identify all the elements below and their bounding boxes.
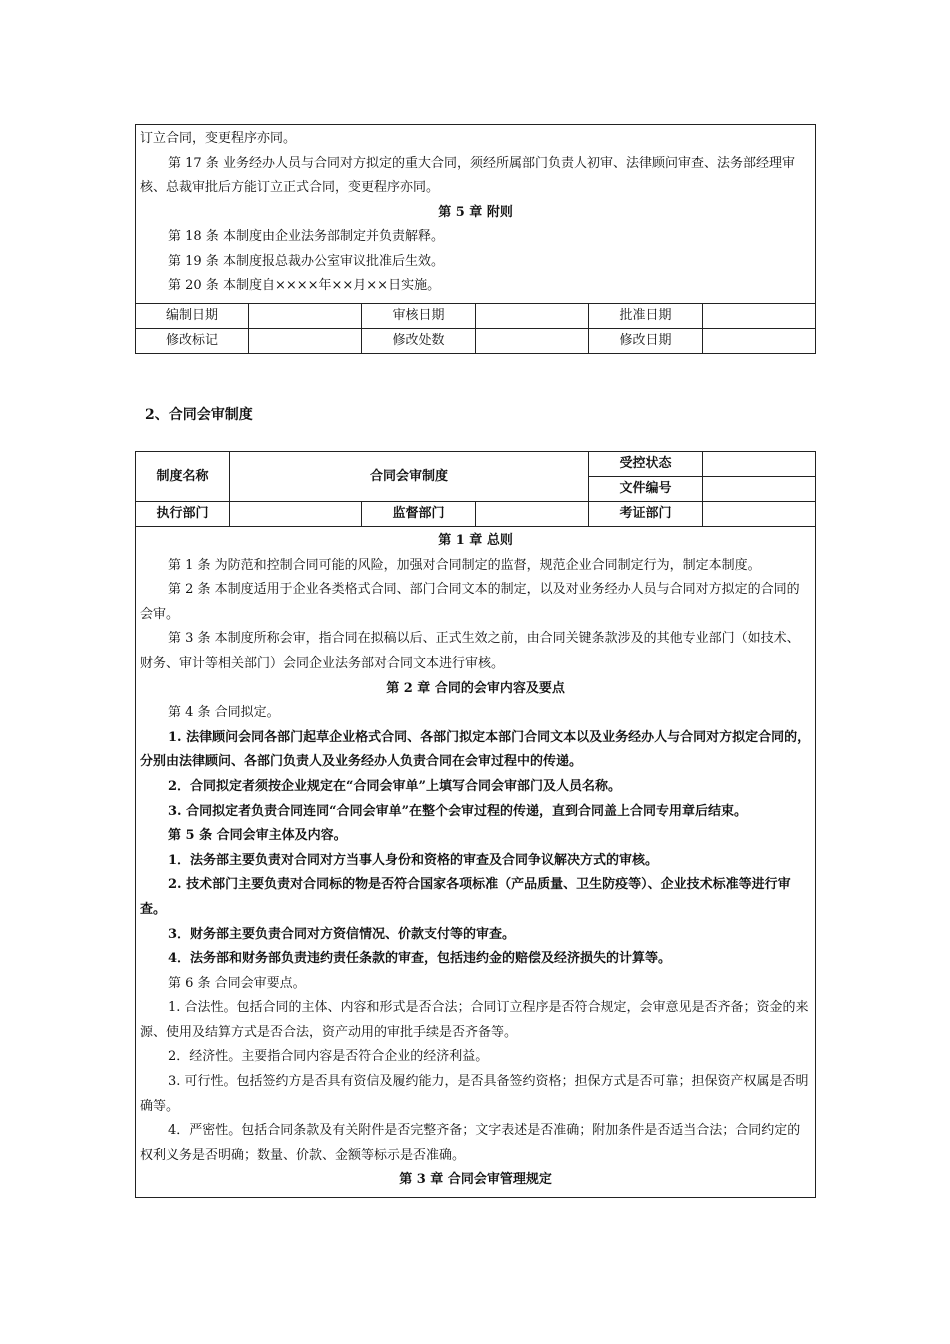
article-6-item-3: 3. 可行性。包括签约方是否具有资信及履约能力，是否具备签约资格；担保方式是否可靠；担保资产权属是否明确等。 [140, 1074, 809, 1114]
verify-dept-label: 考证部门 [589, 502, 703, 527]
revision-count-value [476, 328, 589, 353]
supervise-dept-label: 监督部门 [362, 502, 476, 527]
chapter-heading: 第 5 章 附则 [438, 204, 513, 220]
revision-mark-value [249, 328, 362, 353]
article-5-item-2: 2. 技术部门主要负责对合同标的物是否符合国家各项标准（产品质量、卫生防疫等）、企业技术标准等进行审查。 [140, 877, 791, 917]
article-4-item-2: 2．合同拟定者须按企业规定在“合同会审单”上填写合同会审部门及人员名称。 [168, 778, 622, 794]
article-19: 第 19 条 本制度报总裁办公室审议批准后生效。 [168, 253, 444, 269]
article-6-item-2: 2．经济性。主要指合同内容是否符合企业的经济利益。 [168, 1049, 489, 1065]
top-content-cell [136, 125, 816, 304]
article-5: 第 5 条 合同会审主体及内容。 [168, 828, 347, 844]
revision-row [136, 328, 816, 353]
section-title: 2、合同会审制度 [145, 407, 253, 423]
exec-dept-value [230, 502, 362, 527]
review-date-value [476, 303, 589, 328]
article-4-item-3: 3. 合同拟定者负责合同连同“合同会审单”在整个会审过程的传递，直到合同盖上合同专用章后结束。 [168, 803, 748, 819]
article-18: 第 18 条 本制度由企业法务部制定并负责解释。 [168, 229, 444, 244]
article-4-item-1: 1. 法律顾问会同各部门起草企业格式合同、各部门拟定本部门合同文本以及业务经办人与合同对方拟定合同的，分别由法律顾问、各部门负责人及业务经办人负责合同在会审过程中的传递。 [140, 729, 811, 770]
compile-date-value [249, 303, 362, 328]
revision-count-label: 修改处数 [362, 328, 476, 353]
doc-number-value [703, 477, 816, 502]
article-1: 第 1 条 为防范和控制合同可能的风险，加强对合同制定的监督，规范企业合同制定行为，制定本制度。 [168, 557, 761, 573]
date-row [136, 303, 816, 328]
policy-name-value: 合同会审制度 [230, 452, 589, 502]
chapter-2-heading: 第 2 章 合同的会审内容及要点 [386, 680, 565, 696]
revision-date-label: 修改日期 [589, 328, 703, 353]
revision-mark-label: 修改标记 [136, 328, 249, 353]
verify-dept-value [703, 502, 816, 527]
policy-name-label: 制度名称 [136, 452, 230, 502]
compile-date-label: 编制日期 [136, 303, 249, 328]
article-3: 第 3 条 本制度所称会审，指合同在拟稿以后、正式生效之前，由合同关键条款涉及的其他专业部门（如技术、财务、审计等相关部门）会同企业法务部对合同文本进行审核。 [140, 631, 800, 671]
paragraph: 订立合同，变更程序亦同。 [140, 131, 297, 146]
review-date-label: 审核日期 [362, 303, 476, 328]
article-5-item-1: 1．法务部主要负责对合同对方当事人身份和资格的审查及合同争议解决方式的审核。 [168, 852, 659, 868]
chapter-1-heading: 第 1 章 总则 [438, 533, 513, 548]
control-status-label: 受控状态 [589, 452, 703, 477]
approval-record-table [135, 124, 816, 354]
approve-date-value [703, 303, 816, 328]
article-17: 第 17 条 业务经办人员与合同对方拟定的重大合同，须经所属部门负责人初审、法律顾问审查、法务部经理审核、总裁审批后方能订立正式合同，变更程序亦同。 [140, 155, 795, 195]
supervise-dept-value [476, 502, 589, 527]
article-4: 第 4 条 合同拟定。 [168, 705, 280, 721]
article-2: 第 2 条 本制度适用于企业各类格式合同、部门合同文本的制定，以及对业务经办人员与合同对方拟定的合同的会审。 [140, 582, 800, 622]
revision-date-value [703, 328, 816, 353]
doc-number-label: 文件编号 [589, 477, 703, 502]
article-6-item-1: 1. 合法性。包括合同的主体、内容和形式是否合法；合同订立程序是否符合规定，会审意见是否齐备；资金的来源、使用及结算方式是否合法，资产动用的审批手续是否齐备等。 [140, 1000, 809, 1040]
exec-dept-label: 执行部门 [136, 502, 230, 527]
article-6-item-4: 4．严密性。包括合同条款及有关附件是否完整齐备；文字表述是否准确；附加条件是否适当合法；合同约定的权利义务是否明确；数量、价款、金额等标示是否准确。 [140, 1123, 801, 1163]
policy-content-cell [136, 527, 816, 1198]
article-6: 第 6 条 合同会审要点。 [168, 975, 306, 991]
article-5-item-4: 4．法务部和财务部负责违约责任条款的审查，包括违约金的赔偿及经济损失的计算等。 [168, 951, 672, 967]
article-5-item-3: 3．财务部主要负责合同对方资信情况、价款支付等的审查。 [168, 926, 516, 942]
control-status-value [703, 452, 816, 477]
chapter-3-heading: 第 3 章 合同会审管理规定 [399, 1172, 552, 1188]
approve-date-label: 批准日期 [589, 303, 703, 328]
article-20: 第 20 条 本制度自××××年××月××日实施。 [168, 278, 441, 293]
contract-review-policy-table [135, 451, 816, 1198]
